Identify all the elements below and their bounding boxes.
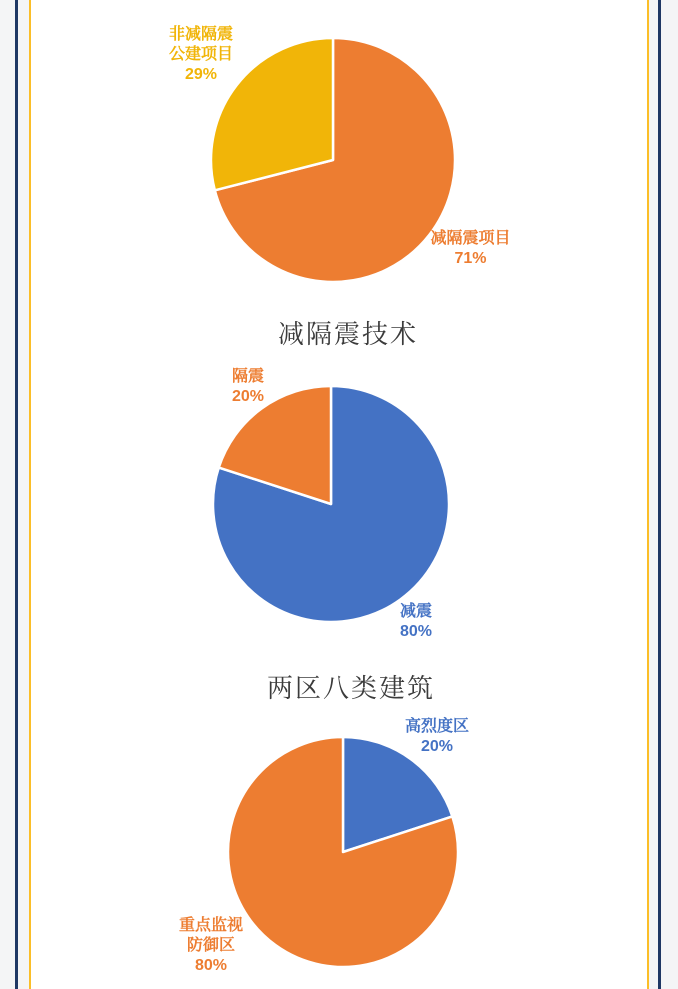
data-label-key-monitoring-zone [156,916,266,976]
data-label-percent: 29% [184,66,218,83]
page-border-right-navy [658,0,661,989]
pie-chart-seismic-technology [210,383,452,625]
data-label-line: 防御区 [186,937,235,954]
data-label-line: 减震 [399,603,432,620]
data-label-percent: 80% [194,957,228,974]
data-label-percent: 80% [399,623,433,640]
data-label-percent: 20% [420,738,454,755]
data-label-line: 公建项目 [168,46,233,63]
data-label-line: 非减隔震 [168,26,233,43]
data-label-non-isolated-projects [146,25,256,85]
data-label-line: 重点监视 [178,917,243,934]
data-label-percent: 71% [454,250,487,267]
data-label-line: 隔震 [231,368,264,385]
page-border-left-navy [15,0,18,989]
data-label-damping [366,602,466,642]
chart-title-two-zones-eight-categories: 两区八类建筑 [266,673,435,703]
data-label-line: 高烈度区 [404,718,469,735]
data-label-line: 减隔震项目 [430,230,511,247]
data-label-isolation [198,367,298,407]
data-label-isolated-projects [408,229,533,269]
page-border-right-gold [647,0,649,989]
data-label-high-intensity-zone [382,717,492,757]
data-label-percent: 20% [231,388,265,405]
chart-title-seismic-technology: 减隔震技术 [277,319,418,349]
